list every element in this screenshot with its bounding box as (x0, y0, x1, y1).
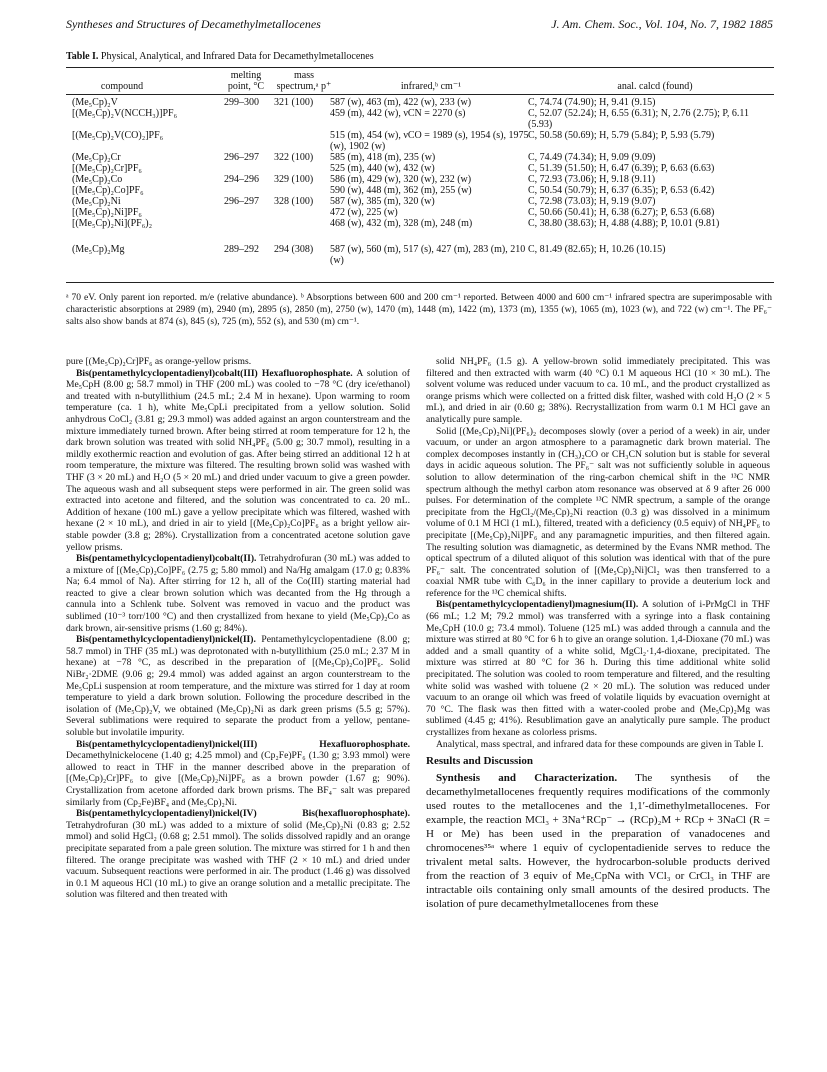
paragraph-text: solid NH₄PF₆ (1.5 g). A yellow-brown solid immediately precipitated. This was filtered and then extracted with warm (40 °C) 0.1 M aqueous HCl (10 × 30 mL). The solvent volume was reduced under vacuum to ca. 10 mL, and the product crystallized as orange prisms which were collected on a fritted disk filter, washed with cold H₂O (2 × 5 mL), and dried in air (0.60 g; 38%). Recrystallization from warm 0.1 M HCl gave an analytically pure sample. (426, 356, 770, 425)
paragraph (66, 634, 410, 738)
compound-cell: [(Me₅Cp)₂Co]PF₆ (72, 185, 144, 196)
mass-spectrum-cell: 322 (100) (274, 152, 314, 163)
compound-cell: (Me₅Cp)₂Co (72, 174, 123, 185)
infrared-cell: 590 (w), 448 (m), 362 (m), 255 (w) (330, 185, 472, 196)
paragraph-text: Decamethylnickelocene (1.40 g; 4.25 mmol) and (Cp₂Fe)PF₆ (1.30 g; 3.93 mmol) were allowed to react in THF in the manner described above in the preparation of [(Me₅Cp)₂Cr]PF₆ to give [(Me₅Cp)₂Ni]PF₆ as a brown powder (1.67 g; 90%). Crystallization from acetone afforded dark brown prisms. The BF₄⁻ salt was prepared similarly from (Cp₂Fe)BF₄ and (Me₅Cp)₂Ni. (66, 750, 410, 808)
analysis-cell: C, 50.58 (50.69); H, 5.79 (5.84); P, 5.93 (5.79) (528, 130, 715, 141)
infrared-cell: 587 (w), 463 (m), 422 (w), 233 (w) (330, 97, 472, 108)
infrared-cell: 587 (w), 385 (m), 320 (w) (330, 196, 435, 207)
table-top-rule (66, 67, 774, 68)
paragraph-text: A solution of Me₅CpH (8.00 g; 58.7 mmol) in THF (200 mL) was cooled to −78 °C (dry ice/ethanol) and treated with n-butyllithium (24.5 mL; 2.4 M in hexane). Upon warming to room temperature (ca. 1 h), white Me₅CpLi precipitated from a yellow solution. Solid anhydrous CoCl₂ (3.81 g; 29.3 mmol) was added against an argon counterstream and the mixture immediately turned brown. After being stirred at room temperature for 12 h, the dark brown solution was treated with solid NH₄PF₆ (5.00 g; 30.7 mmol), resulting in a mildly exothermic reaction and evolution of gas. After being stirred an additional 12 h at room temperature, the mixture was filtered. The resulting brown solid was washed with THF (3 × 20 mL) and H₂O (5 × 20 mL) and dried under vacuum to give a green powder. The aqueous wash and all subsequent steps were performed in air. The green solid was extracted into acetone and filtered, and the solution was concentrated to ca. 20 mL. Addition of hexane (100 mL) gave a yellow precipitate which was filtered, washed with hexane (2 × 10 mL), and dried in air to yield [(Me₅Cp)₂Co]PF₆ as a bright yellow air-stable powder (3.8 g; 28%). Crystallization from a concentrated acetone solution gave yellow prisms. (66, 367, 410, 553)
paragraph-text: A solution of i-PrMgCl in THF (66 mL; 1.2 M; 79.2 mmol) was transferred with a syringe into a flask containing Me₅CpH (10.0 g; 73.4 mmol). Toluene (125 mL) was added through a cannula and the mixture was stirred at 80 °C for 6 h to give an orange solution. 1,4-Dioxane (70 mL) was added and a small quantity of a white solid, MgCl₂·1,4-dioxane, precipitated. The mixture was stirred at 80 °C for 36 h. During this time additional white solid precipitated. The solution was cooled to room temperature and filtered, and the resulting white solid was washed with toluene (2 × 20 mL). The solution was reduced under vacuum to an orange oil which was freed of volatile liquids by evacuation overnight at 70 °C. The flask was then fitted with a water-cooled probe and (Me₅Cp)₂Mg was sublimed (4.45 g; 41%). Resublimation gave an analytically pure sample. The product crystallizes from hexane as colorless prisms. (426, 599, 771, 738)
infrared-cell: 585 (m), 418 (m), 235 (w) (330, 152, 436, 163)
compound-cell: (Me₅Cp)₂Cr (72, 152, 121, 163)
analysis-cell: C, 51.39 (51.50); H, 6.47 (6.39); P, 6.63 (6.63) (528, 163, 715, 174)
paragraph (66, 553, 410, 634)
paragraph (66, 739, 410, 809)
mass-spectrum-cell: 328 (100) (274, 196, 314, 207)
analysis-cell: C, 72.93 (73.06); H, 9.18 (9.11) (528, 174, 656, 185)
results-text: The synthesis of the decamethylmetallocenes frequently requires modifications of the commonly used routes to the metallocenes and the 1,1′-dimethylmetallocenes. For example, the reaction MCl₃ + 3Na⁺RCp⁻ → (RCp)₂M + RCp + 3NaCl (R = H or Me) has been used in the preparation of vanadocenes and chromocenes³⁵ᵃ where 1 equiv of cyclopentadienide serves to reduce the trivalent metal salts. However, the hydrocarbon-soluble products derived from the reaction of 3 equiv of Me₅CpNa with VCl₃ or CrCl₃ in THF are intractable oils containing only small amounts of the desired products. The isolation of pure decamethylmetallocenes from these (426, 771, 771, 910)
compound-cell: (Me₅Cp)₂Ni (72, 196, 121, 207)
table-caption (66, 51, 374, 62)
infrared-cell: 468 (w), 432 (m), 328 (m), 248 (m) (330, 218, 473, 229)
infrared-cell: 587 (w), 560 (m), 517 (s), 427 (m), 283 (m), 210 (w) (330, 244, 526, 266)
paragraph-heading: Bis(pentamethylcyclopentadienyl)nickel(III) Hexafluorophosphate. (76, 738, 410, 750)
paragraph-heading: Bis(pentamethylcyclopentadienyl)cobalt(II). (76, 553, 257, 565)
compound-cell: (Me₅Cp)₂V (72, 97, 118, 108)
paragraph-text: Analytical, mass spectral, and infrared data for these compounds are given in Table I. (436, 738, 764, 750)
table-label: Table I. (66, 51, 99, 62)
infrared-cell: 459 (m), 442 (w), νCN = 2270 (s) (330, 108, 466, 119)
table-bottom-rule (66, 282, 774, 283)
analysis-cell: C, 81.49 (82.65); H, 10.26 (10.15) (528, 244, 666, 255)
infrared-cell: 472 (w), 225 (w) (330, 207, 398, 218)
paragraph (66, 368, 410, 554)
analysis-cell: C, 50.66 (50.41); H, 6.38 (6.27); P, 6.53 (6.68) (528, 207, 715, 218)
analysis-cell: C, 38.80 (38.63); H, 4.88 (4.88); P, 10.01 (9.81) (528, 218, 720, 229)
melting-point-cell: 294–296 (224, 174, 259, 185)
melting-point-cell: 289–292 (224, 244, 259, 255)
compound-cell: (Me₅Cp)₂Mg (72, 244, 125, 255)
results-heading: Results and Discussion (426, 755, 533, 768)
paragraph-heading: Bis(pentamethylcyclopentadienyl)nickel(IV) Bis(hexafluorophosphate). (76, 808, 410, 820)
analysis-cell: C, 50.54 (50.79); H, 6.37 (6.35); P, 6.53 (6.42) (528, 185, 715, 196)
paragraph (426, 739, 770, 751)
table-title: Physical, Analytical, and Infrared Data for Decamethylmetallocenes (100, 51, 374, 62)
header-compound: compound (100, 81, 144, 92)
compound-cell: [(Me₅Cp)₂Ni](PF₆)₂ (72, 218, 153, 229)
analysis-cell: C, 74.74 (74.90); H, 9.41 (9.15) (528, 97, 656, 108)
melting-point-cell: 296–297 (224, 196, 259, 207)
analysis-cell: C, 52.07 (52.24); H, 6.55 (6.31); N, 2.76 (2.75); P, 6.11 (5.93) (528, 108, 750, 130)
journal-citation: J. Am. Chem. Soc., Vol. 104, No. 7, 1982 1885 (551, 17, 773, 31)
header-infrared: infrared,ᵇ cm⁻¹ (400, 81, 462, 92)
mass-spectrum-cell: 294 (308) (274, 244, 314, 255)
header-mass: mass spectrum,ᵃ p⁺ (276, 70, 332, 92)
compound-cell: [(Me₅Cp)₂V(NCCH₃)]PF₆ (72, 108, 178, 119)
paragraph (426, 426, 770, 600)
compound-cell: [(Me₅Cp)₂Ni]PF₆ (72, 207, 142, 218)
paragraph (426, 356, 770, 426)
paragraph (426, 599, 770, 738)
running-title: Syntheses and Structures of Decamethylmetallocenes (66, 17, 321, 31)
results-subhead: Synthesis and Characterization. (436, 771, 618, 784)
paragraph (66, 808, 410, 901)
melting-point-cell: 299–300 (224, 97, 259, 108)
compound-cell: [(Me₅Cp)₂Cr]PF₆ (72, 163, 142, 174)
mass-spectrum-cell: 329 (100) (274, 174, 314, 185)
right-column (426, 356, 770, 911)
paragraph-text: Pentamethylcyclopentadiene (8.00 g; 58.7 mmol) in THF (35 mL) was deprotonated with n-butyllithium (25.0 mL; 2.37 M in hexane) at −78 °C, as described in the preparation of [(Me₅Cp)₂Co]PF₆. Solid NiBr₂·2DME (9.06 g; 29.4 mmol) was added against an argon counterstream to the Me₅CpLi suspension at room temperature, and the mixture was stirred for 1 day at room temperature to yield a dark brown solution. Following the procedure described in the isolation of (Me₅Cp)₂V, we obtained (Me₅Cp)₂Ni as dark green prisms (5.5 g; 57%). Several sublimations were required to separate the product from a yellow, pentane-soluble but involatile impurity. (66, 634, 411, 738)
paragraph-text: Tetrahydrofuran (30 mL) was added to a mixture of [(Me₅Cp)₂Co]PF₆ (2.75 g; 5.80 mmol) and Na/Hg amalgam (17.0 g; 0.83% Na; 6.4 mmol of Na). After stirring for 12 h, all of the Co(III) starting material had reacted to give a clear brown solution which was decanted from the Hg through a cannula into a Schlenk tube. Solvent was removed in vacuo and the product was sublimed (10⁻³ torr/100 °C) and then crystallized from hexane to yield (Me₅Cp)₂Co as dark brown, air-sensitive prisms (1.60 g; 84%). (66, 553, 410, 634)
table-header-rule (66, 94, 774, 95)
melting-point-cell: 296–297 (224, 152, 259, 163)
paragraph-text: pure [(Me₅Cp)₂Cr]PF₆ as orange-yellow prisms. (66, 356, 252, 367)
analysis-cell: C, 72.98 (73.03); H, 9.19 (9.07) (528, 196, 656, 207)
compound-cell: [(Me₅Cp)₂V(CO)₂]PF₆ (72, 130, 164, 141)
infrared-cell: 586 (m), 429 (w), 320 (w), 232 (w) (330, 174, 472, 185)
infrared-cell: 525 (m), 440 (w), 432 (w) (330, 163, 435, 174)
mass-spectrum-cell: 321 (100) (274, 97, 314, 108)
paragraph-text: Solid [(Me₅Cp)₂Ni](PF₆)₂ decomposes slowly (over a period of a week) in air, under vacuum, or under an argon atmosphere to a paramagnetic dark brown material. The complex decomposes instantly in (CH₃)₂CO or CH₃CN solution but is stable for several days in acidic aqueous solution. The PF₆⁻ salt was not sufficiently soluble in aqueous solution to allow determination of the ring-carbon chemical shift in the ¹³C NMR spectrum although the methyl carbon atom resonance was observed at δ 9 after 26 000 pulses. For determination of the complete ¹³C NMR spectrum, a sample of the orange precipitate from the HgCl₂/(Me₅Cp)₂Ni reaction (0.3 g) was dissolved in a minimum volume of 0.1 M HCl (1 mL), filtered, treated with a deficiency (0.5 equiv) of NH₄PF₆ to precipitate [(Me₅Cp)₂Ni]PF₆ and any paramagnetic impurities, and then filtered again. The resulting solution was diamagnetic, as determined by the Evans NMR method. The optical spectrum of a diluted aliquot of this solution was identical with that of the pure PF₆⁻ salt. The concentrated solution of [(Me₅Cp)₂Ni]Cl₂ was then transferred to a coaxial NMR tube with C₆D₆ in the inner capillary to provide a deuterium lock and reference for the ¹³C chemical shifts. (426, 425, 770, 599)
left-column (66, 356, 410, 901)
paragraph-heading: Bis(pentamethylcyclopentadienyl)cobalt(III) Hexafluorophosphate. (76, 367, 353, 379)
infrared-cell: 515 (m), 454 (w), νCO = 1989 (s), 1954 (s), 1975 (w), 1902 (w) (330, 130, 529, 152)
paragraph-heading: Bis(pentamethylcyclopentadienyl)nickel(II). (76, 634, 256, 646)
analysis-cell: C, 74.49 (74.34); H, 9.09 (9.09) (528, 152, 656, 163)
paragraph-text: Tetrahydrofuran (30 mL) was added to a mixture of solid (Me₅Cp)₂Ni (0.83 g; 2.52 mmol) and solid HgCl₂ (0.68 g; 2.51 mmol). The solids dissolved rapidly and an orange precipitate separated from a pale green solution. The mixture was stirred for 1 h and then filtered. The orange precipitate was washed with THF (2 × 10 mL) and dried under vacuum. Subsequent reactions were performed in air. The product (1.46 g) was dissolved in 0.1 M aqueous HCl (10 mL) to give an orange solution and a metallic precipitate. The solution was filtered and then treated with (66, 819, 410, 901)
results-paragraph (426, 771, 770, 911)
paragraph (66, 356, 410, 368)
right-column-paragraphs (426, 356, 770, 750)
table-footnote: ᵃ 70 eV. Only parent ion reported. m/e (relative abundance). ᵇ Absorptions between 600 and 200 cm⁻¹ reported. Between 4000 and 600 cm⁻¹ infrared spectra are superimposable with characteristic absorptions at 2989 (m), 2940 (m), 2895 (s), 2850 (m), 2750 (w), 1470 (m), 1448 (m), 1422 (m), 1373 (m), 1355 (w), 1065 (m), 1023 (w), and 722 (w) cm⁻¹. The PF₆⁻ salts also show bands at 874 (s), 845 (s), 725 (m), 552 (s), and 530 (m) cm⁻¹. (66, 293, 772, 327)
paragraph-heading: Bis(pentamethylcyclopentadienyl)magnesium(II). (436, 599, 639, 611)
header-analysis: anal. calcd (found) (617, 81, 693, 92)
header-melting: melting point, °C (227, 70, 265, 92)
